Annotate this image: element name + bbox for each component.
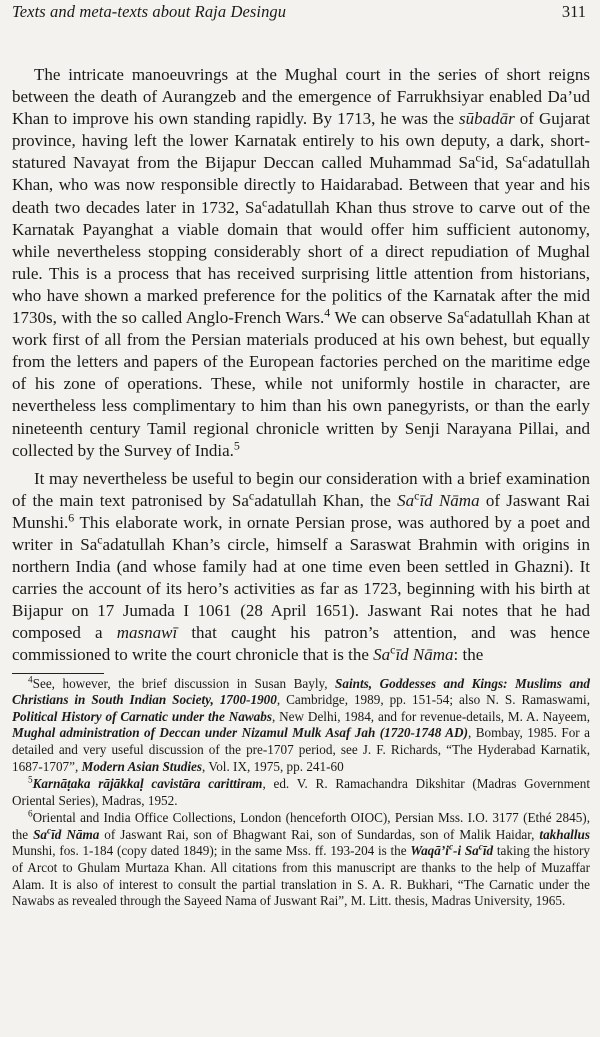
book-title: Waqā’i bbox=[410, 843, 449, 859]
footnote bbox=[12, 676, 590, 776]
footnote-divider bbox=[12, 673, 104, 674]
book-title: īd bbox=[482, 843, 494, 859]
text-run: , Cambridge, 1989, pp. 151-54; also N. S. Ramaswami, bbox=[276, 692, 590, 708]
text-run: , Bombay, 1985. For a detailed and very useful discussion of the pre-1707 period, see J. F. Richards, “The Hyderabad Karnatik, 1687-1707”, bbox=[12, 725, 590, 774]
footnote-ref: 4 bbox=[324, 305, 331, 320]
text-run: , Vol. IX, 1975, pp. 241-60 bbox=[202, 758, 344, 774]
text-run: adatullah Khan thus strove to carve out of the Karnatak Payanghat a viable domain that would offer him sufficient autonomy, while nevertheless stopping considerably short of a direct repudiation of Mughal rule. This is a process that has received surprising little attention from historians, who have shown a marked preference for the politics of the Karnatak after the mid 1730s, with the so called Anglo-French Wars. bbox=[12, 197, 590, 328]
ayn-mark: c bbox=[97, 532, 103, 547]
book-title: Sa bbox=[33, 826, 48, 842]
text-run: of Jaswant Rai Munshi. bbox=[12, 490, 591, 532]
journal-title: Modern Asian Studies bbox=[81, 758, 203, 774]
ayn-mark: c bbox=[448, 842, 454, 853]
text-run: See, however, the brief discussion in Susan Bayly, bbox=[32, 675, 336, 691]
text-run: Munshi, fos. 1-184 (copy dated 1849); in the same Mss. ff. 193-204 is the bbox=[12, 843, 411, 859]
page-header bbox=[12, 0, 590, 28]
text-run: : the bbox=[453, 645, 484, 665]
italic-term: takhallus bbox=[539, 826, 590, 842]
footnote-number: 4 bbox=[28, 674, 33, 685]
text-run: This elaborate work, in ornate Persian prose, was authored by a poet and writer in Sa bbox=[12, 512, 590, 554]
footnotes bbox=[12, 676, 590, 910]
footnote-ref: 5 bbox=[233, 437, 240, 452]
ayn-mark: c bbox=[390, 642, 396, 657]
ayn-mark: c bbox=[478, 842, 483, 853]
italic-title: īd Nāma bbox=[395, 645, 454, 665]
text-run: Oriental and India Office Collections, London (henceforth OIOC), Persian Mss. I.O. 3177 (Ethé 2845), the bbox=[12, 810, 590, 842]
text-run: We can observe Sa bbox=[330, 308, 465, 328]
book-title: -i Sa bbox=[453, 843, 479, 859]
italic-title: īd Nāma bbox=[419, 490, 480, 510]
ayn-mark: c bbox=[464, 305, 470, 320]
ayn-mark: c bbox=[414, 488, 420, 503]
book-title: Saints, Goddesses and Kings: Muslims and Christians in South Indian Society, 1700-1900 bbox=[12, 675, 590, 708]
text-run: that caught his patron’s attention, and was hence commissioned to write the court chronicle that is the bbox=[12, 623, 590, 665]
italic-title: Sa bbox=[397, 490, 415, 510]
page-number: 311 bbox=[561, 2, 586, 21]
ayn-mark: c bbox=[262, 194, 268, 209]
ayn-mark: c bbox=[475, 150, 481, 165]
footnote bbox=[12, 776, 590, 809]
footnote bbox=[12, 810, 590, 910]
running-head: Texts and meta-texts about Raja Desingu bbox=[12, 2, 287, 21]
italic-title: Sa bbox=[373, 645, 391, 665]
book-title: īd Nāma bbox=[51, 826, 100, 842]
italic-term: masnawī bbox=[116, 623, 178, 643]
text-run: taking the history of Arcot to Ghulam Murtaza Khan. All citations from this manuscript are thanks to the help of Muzaffar Alam. It is also of interest to consult the partial translation in S. A. R. Bukhari, “The Carnatic under the Nawabs as revealed through the Sayeed Nama of Juswant Rai”, M. Litt. thesis, Madras University, 1965. bbox=[12, 843, 591, 909]
text-run: of Jaswant Rai, son of Bhagwant Rai, son of Sundardas, son of Malik Haidar, bbox=[99, 826, 540, 842]
text-run: adatullah Khan, the bbox=[254, 490, 398, 510]
text-run: , New Delhi, 1984, and for revenue-details, M. A. Nayeem, bbox=[271, 708, 590, 724]
book-title: Karnāṭaka rājākkaḷ cavistāra carittiram bbox=[32, 776, 263, 792]
footnote-ref: 6 bbox=[68, 510, 75, 525]
book-title: Political History of Carnatic under the Nawabs bbox=[12, 708, 272, 724]
paragraph bbox=[12, 468, 590, 667]
ayn-mark: c bbox=[248, 488, 255, 503]
footnote-number: 6 bbox=[28, 808, 33, 819]
text-run: adatullah Khan, who was now responsible directly to Haidarabad. Between that year and his death two decades later in 1732, Sa bbox=[12, 153, 590, 217]
body-text bbox=[12, 64, 590, 667]
text-run: adatullah Khan at work first of all from the Persian materials produced at his own behest, but equally from the letters and papers of the European factories perched on the maritime edge of his zone of operations. These, while not uniformly hostile in character, are nevertheless less complimentary to him than his own panegyrists, or than the early nineteenth century Tamil regional chronicle written by Senji Narayana Pillai, and collected by the Survey of India. bbox=[12, 308, 590, 460]
text-run: id, Sa bbox=[480, 153, 523, 173]
text-run: The intricate manoeuvrings at the Mughal court in the series of short reigns between the death of Aurangzeb and the emergence of Farrukhsiyar enabled Da’ud Khan to improve his own standing rapidly. By 1713, he was the bbox=[12, 65, 590, 129]
ayn-mark: c bbox=[47, 825, 52, 836]
italic-term: sūbadār bbox=[458, 109, 515, 129]
ayn-mark: c bbox=[522, 150, 528, 165]
text-run: , ed. V. R. Ramachandra Dikshitar (Madras Government Oriental Series), Madras, 1952. bbox=[12, 776, 590, 808]
text-run: of Gujarat province, having left the lower Karnatak entirely to his own deputy, a dark, short-statured Navayat from the Bijapur Deccan called Muhammad Sa bbox=[12, 109, 591, 173]
footnote-number: 5 bbox=[28, 774, 33, 785]
text-run: It may nevertheless be useful to begin our consideration with a brief examination of the main text patronised by Sa bbox=[12, 468, 590, 510]
book-title: Mughal administration of Deccan under Nizamul Mulk Asaf Jah (1720-1748 AD) bbox=[12, 725, 468, 741]
text-run: adatullah Khan’s circle, himself a Saraswat Brahmin with origins in northern India (and whose family had at one time even been settled in Ghazni). It carries the account of its hero’s activities as far as 1723, beginning with his birth at Bijapur on 17 Jumada I 1061 (28 April 1651). Jaswant Rai notes that he had composed a bbox=[12, 534, 590, 643]
paragraph bbox=[12, 64, 590, 462]
